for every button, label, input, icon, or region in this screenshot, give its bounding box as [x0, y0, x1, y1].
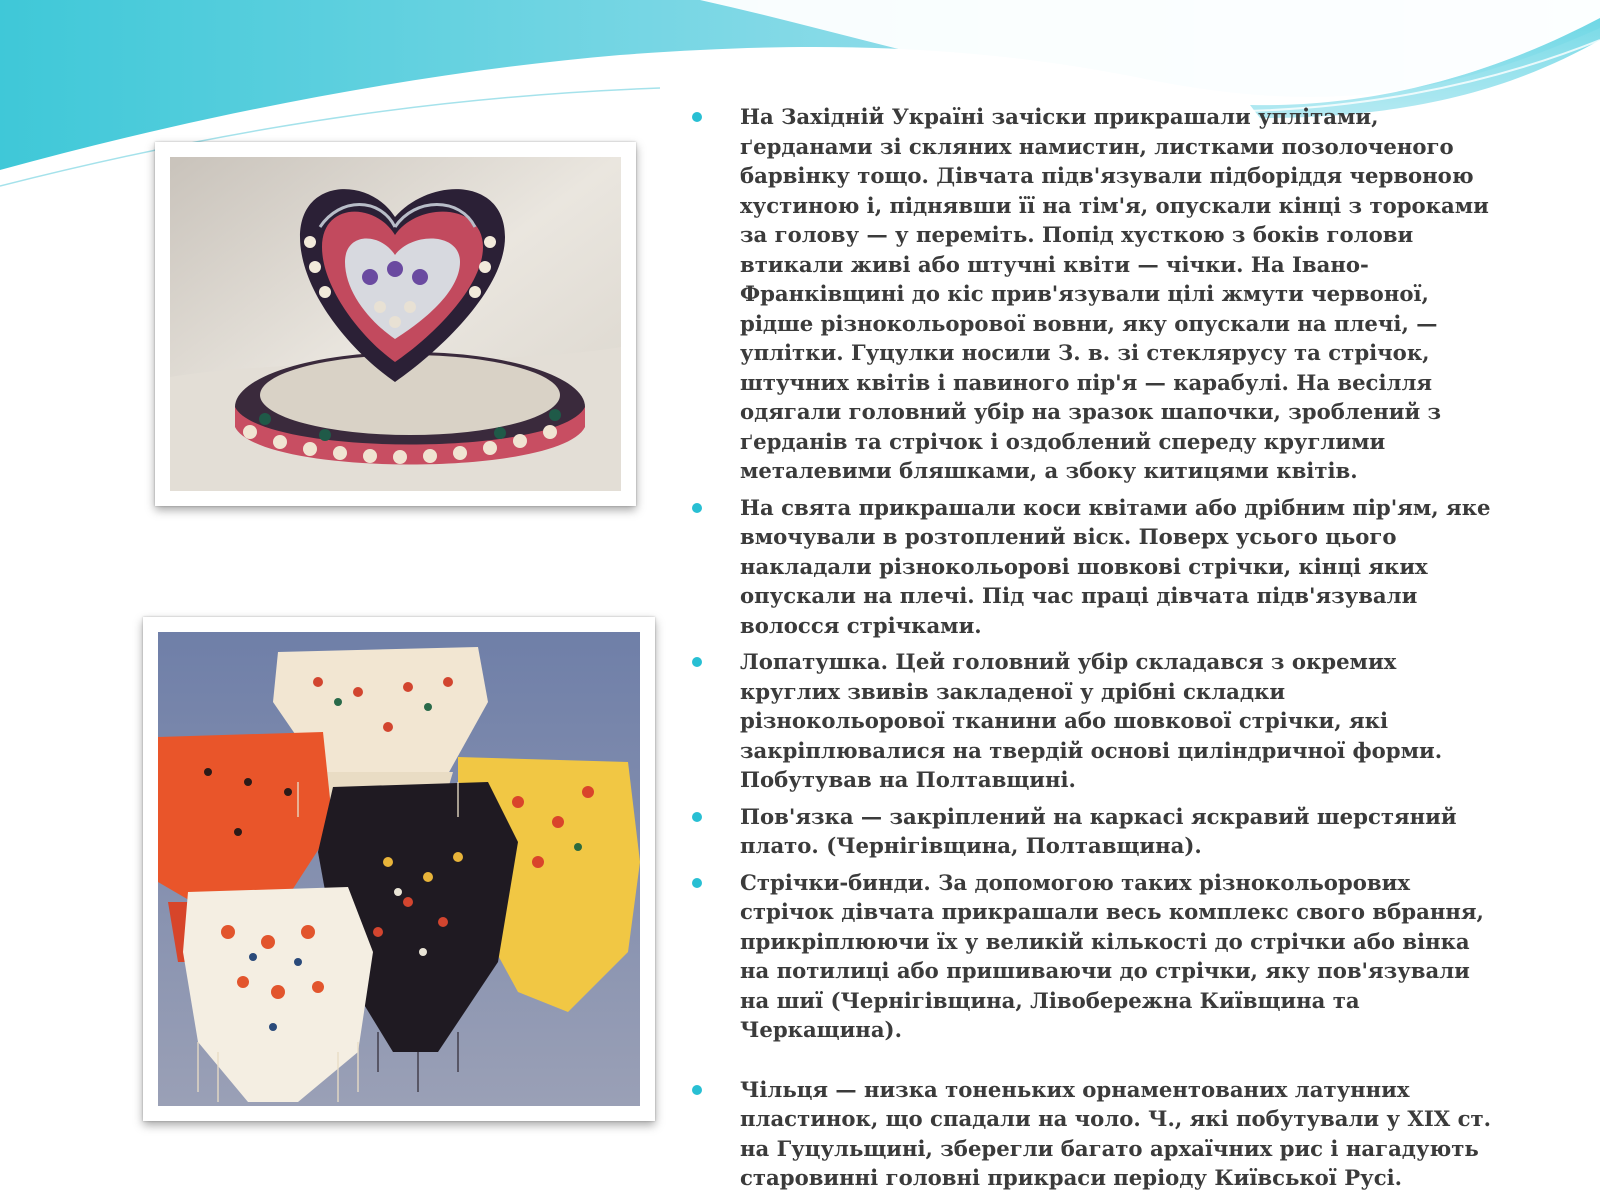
bullet-item-poviazka [692, 802, 1492, 861]
bullet-dot-icon [692, 878, 702, 888]
bullet-text: Стрічки-бинди. За допомогою таких різнокольорових стрічок дівчата прикрашали весь комплекс свого вбрання, прикріплюючи їх у великій кількості до стрічки або вінка на потилиці або пришиваючи до стрічки, яку пов'язували на шиї (Чернігівщина, Лівобережна Київщина та Черкащина). [740, 869, 1484, 1042]
shawls-photo-frame [143, 617, 655, 1121]
embroidered-shawls-image [158, 632, 640, 1106]
bullet-list [692, 102, 1492, 1193]
bullet-dot-icon [692, 812, 702, 822]
bullet-item-strichky-bindy [692, 868, 1492, 1045]
bullet-text: Лопатушка. Цей головний убір складався з окремих круглих звивів закладеної у дрібні складки різнокольорової тканини або шовкової стрічки, які закріплювалися на твердій основі циліндричної форми. Побутував на Полтавщині. [740, 649, 1443, 792]
bullet-dot-icon [692, 1085, 702, 1095]
bullet-item-chiltsia [692, 1075, 1492, 1193]
bullet-text: Пов'язка — закріплений на каркасі яскравий шерстяний плато. (Чернігівщина, Полтавщина). [740, 803, 1457, 858]
bullet-item-holidays [692, 493, 1492, 641]
bullet-text-column [692, 102, 1492, 1200]
bullet-dot-icon [692, 657, 702, 667]
bullet-item-lopatushka [692, 647, 1492, 795]
bullet-dot-icon [692, 112, 702, 122]
bullet-text: Чільця — низка тоненьких орнаментованих латунних пластинок, що спадали на чоло. Ч., які побутували у XIX ст. на Гуцульщині, зберегли багато архаїчних рис і нагадують старовинні головні прикраси періоду Київської Русі. [740, 1076, 1492, 1190]
bullet-item-western-ukraine [692, 102, 1492, 486]
headdress-photo-frame [155, 142, 636, 506]
bullet-text: На свята прикрашали коси квітами або дрібним пір'ям, яке вмочували в розтоплений віск. Поверх усього цього накладали різнокольорові шовкові стрічки, кінці яких опускали на плечі. Під час праці дівчата підв'язували волосся стрічками. [740, 494, 1491, 638]
bullet-text: На Західній Україні зачіски прикрашали уплітами, ґерданами зі скляних намистин, листками позолоченого барвінку тощо. Дівчата підв'язували підборіддя червоною хустиною і, піднявши її на тім'я, опускали кінці з тороками за голову — у переміть. Попід хусткою з боків голови втикали живі або штучні квіти — чічки. На Івано-Франківщині до кіс прив'язували цілі жмути червоної, рідше різнокольорової вовни, яку опускали на плечі, — уплітки. Гуцулки носили З. в. зі стеклярусу та стрічок, штучних квітів і павиного пір'я — карабулі. На весілля одягали головний убір на зразок шапочки, зроблений з ґерданів та стрічок і оздоблений спереду круглими металевими бляшками, а збоку китицями квітів. [740, 104, 1489, 483]
bullet-dot-icon [692, 503, 702, 513]
beaded-headdress-image [170, 157, 621, 491]
